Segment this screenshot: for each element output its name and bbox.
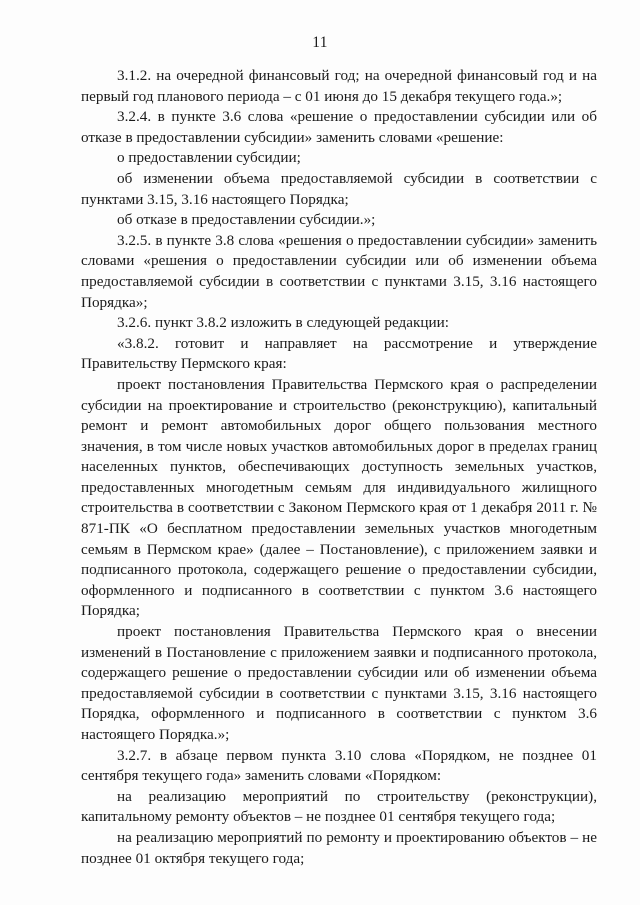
- paragraph-draft-resolution: проект постановления Правительства Пермского края о распределении субсидии на проектирование и строительство (реконструкцию), капитальный ремонт и ремонт автомобильных дорог общего пользования местного значения, в том числе новых участков автомобильных дорог в пределах границ населенных пунктов, обеспечивающих доступность земельных участков, предоставленных многодетным семьям для индивидуального жилищного строительства в соответствии с Законом Пермского края от 1 декабря 2011 г. № 871-ПК «О бесплатном предоставлении земельных участков многодетным семьям в Пермском крае» (далее – Постановление), с приложением заявки и подписанного протокола, содержащего решение о предоставлении субсидии, оформленного и подписанного в соответствии с пунктом 3.6 настоящего Порядка;: [81, 375, 597, 620]
- paragraph-draft-amendment: проект постановления Правительства Пермского края о внесении изменений в Постановление с приложением заявки и подписанного протокола, содержащего решение о предоставлении субсидии или об изменении объема предоставляемой субсидии в соответствии с пунктами 3.15, 3.16 настоящего Порядка, оформленного и подписанного в соответствии с пунктом 3.6 настоящего Порядка.»;: [81, 623, 597, 743]
- paragraph-3-2-6: 3.2.6. пункт 3.8.2 изложить в следующей редакции:: [117, 314, 449, 332]
- paragraph-3-8-2: «3.8.2. готовит и направляет на рассмотрение и утверждение Правительству Пермского края:: [81, 334, 597, 373]
- paragraph-option-change: об изменении объема предоставляемой субсидии в соответствии с пунктами 3.15, 3.16 настоящего Порядка;: [81, 169, 597, 208]
- paragraph-3-2-7: 3.2.7. в абзаце первом пункта 3.10 слова «Порядком, не позднее 01 сентября текущего года» заменить словами «Порядком:: [81, 746, 597, 785]
- paragraph-deadline-repair: на реализацию мероприятий по ремонту и проектированию объектов – не позднее 01 октября текущего года;: [81, 828, 597, 867]
- paragraph-deadline-construction: на реализацию мероприятий по строительству (реконструкции), капитальному ремонту объектов – не позднее 01 сентября текущего года;: [81, 787, 597, 826]
- page-number: 11: [312, 34, 328, 51]
- paragraph-option-grant: о предоставлении субсидии;: [117, 149, 301, 167]
- document-body: [81, 66, 597, 869]
- paragraph-option-refuse: об отказе в предоставлении субсидии.»;: [117, 211, 376, 229]
- paragraph-3-2-5: 3.2.5. в пункте 3.8 слова «решения о предоставлении субсидии» заменить словами «решения о предоставлении субсидии или об изменении объема предоставляемой субсидии в соответствии с пунктами 3.15, 3.16 настоящего Порядка»;: [81, 231, 597, 311]
- paragraph-3-2-4: 3.2.4. в пункте 3.6 слова «решение о предоставлении субсидии или об отказе в предоставлении субсидии» заменить словами «решение:: [81, 108, 597, 146]
- paragraph-3-1-2: 3.1.2. на очередной финансовый год; на очередной финансовый год и на первый год планового периода – с 01 июня до 15 декабря текущего года.»;: [81, 67, 597, 105]
